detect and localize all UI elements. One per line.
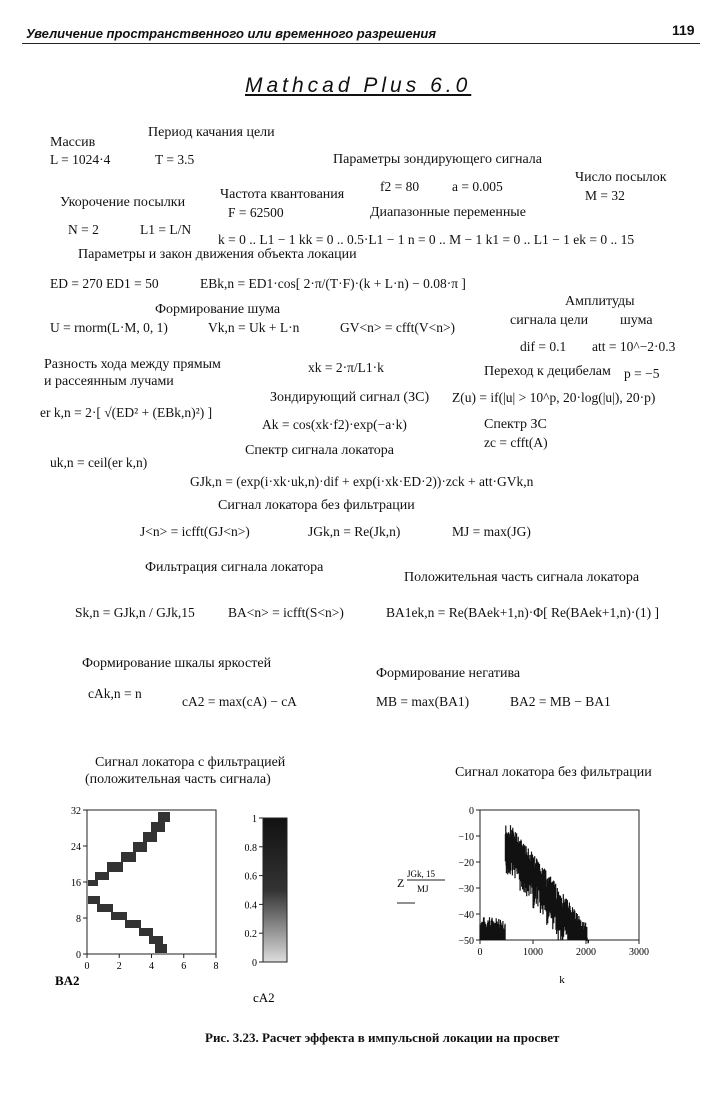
motion-label: Параметры и закон движения объекта локации (78, 247, 357, 262)
colorbar-tick-label: 0 (252, 958, 257, 969)
eb-formula: EBk,n = ED1·cos[ 2·π/(T·F)·(k + L·n) − 0.08·π ] (200, 276, 466, 291)
right-xtick-label: 0 (477, 947, 483, 958)
x-formula: xk = 2·π/L1·k (308, 360, 384, 375)
left-ytick-label: 32 (71, 806, 81, 817)
path-diff-label-1: Разность хода между прямым (44, 357, 221, 372)
spectrum-zc-label: Спектр ЗС (484, 417, 547, 432)
colorbar-tick-label: 0.2 (244, 929, 257, 941)
jg-formula: JGk,n = Re(Jk,n) (308, 524, 401, 539)
f2-formula: f2 = 80 (380, 179, 420, 194)
a-k-formula: Ak = cos(xk·f2)·exp(−a·k) (262, 417, 407, 432)
colorbar-plot (235, 800, 305, 1010)
right-xtick-label: 3000 (629, 947, 649, 958)
z-formula: Z(u) = if(|u| > 10^p, 20·log(|u|), 20·p) (452, 390, 656, 405)
zc-formula: zc = cfft(A) (484, 435, 548, 450)
brightness-label: Формирование шкалы яркостей (82, 656, 272, 671)
right-plot-title: Сигнал локатора без фильтрации (455, 765, 652, 780)
probe-signal-label: Зондирующий сигнал (ЗС) (270, 390, 430, 405)
figure-caption: Рис. 3.23. Расчет эффекта в импульсной локации на просвет (205, 1030, 560, 1045)
spectrum-label: Спектр сигнала локатора (245, 443, 395, 458)
left-xtick-label: 4 (149, 961, 154, 972)
j-formula: J<n> = icfft(GJ<n>) (140, 524, 250, 539)
gj-formula: GJk,n = (exp(i·xk·uk,n)·dif + exp(i·xk·ED·2))·zck + att·GVk,n (190, 474, 534, 489)
s-formula: Sk,n = GJk,n / GJk,15 (75, 605, 195, 620)
er-formula: er k,n = 2·[ √(ED² + (EBk,n)²) ] (40, 405, 213, 420)
right-ytick-label: −10 (458, 832, 474, 843)
left-xtick-label: 2 (116, 961, 122, 972)
ca2-formula: cA2 = max(cA) − cA (182, 694, 297, 709)
array-formula: L = 1024·4 (50, 152, 111, 167)
right-ytick-label: −40 (458, 910, 474, 921)
mb-formula: MB = max(BA1) (376, 694, 470, 709)
left-xtick-label: 0 (84, 961, 90, 972)
f-formula: F = 62500 (228, 205, 284, 220)
probe-params-label: Параметры зондирующего сигнала (333, 152, 543, 167)
range-vars-label: Диапазонные переменные (370, 205, 526, 220)
positive-part-label: Положительная часть сигнала локатора (404, 570, 640, 585)
left-image-plot (55, 800, 235, 1005)
pulse-count-label: Число посылок (575, 170, 667, 185)
left-plot-label: BA2 (55, 973, 80, 988)
left-ytick-label: 24 (71, 842, 81, 853)
running-title: Увеличение пространственного или временного разрешения (26, 26, 437, 41)
left-ytick-label: 16 (71, 878, 81, 889)
page-title: Mathcad Plus 6.0 (245, 74, 472, 97)
ba-formula: BA<n> = icfft(S<n>) (228, 605, 344, 620)
svg-text:JGk, 15: JGk, 15 (407, 869, 436, 879)
left-plot-title-1: Сигнал локатора с фильтрацией (95, 755, 286, 770)
svg-text:MJ: MJ (417, 884, 429, 894)
filtering-label: Фильтрация сигнала локатора (145, 560, 324, 575)
right-xlabel: k (559, 974, 565, 986)
mj-formula: MJ = max(JG) (452, 524, 531, 539)
colorbar-tick-label: 0.6 (244, 871, 257, 883)
range-formula: k = 0 .. L1 − 1 kk = 0 .. 0.5·L1 − 1 n = 0 .. M − 1 k1 = 0 .. L1 − 1 ek = 0 .. 15 (218, 232, 635, 247)
right-line-plot (395, 795, 695, 995)
left-ytick-label: 0 (76, 950, 81, 961)
negative-label: Формирование негатива (376, 666, 521, 681)
ed-formula: ED = 270 ED1 = 50 (50, 276, 159, 291)
no-filter-label: Сигнал локатора без фильтрации (218, 498, 415, 513)
page-number: 119 (672, 22, 695, 38)
left-xtick-label: 6 (181, 961, 187, 972)
period-label: Период качания цели (148, 125, 275, 140)
u-formula: U = rnorm(L·M, 0, 1) (50, 320, 168, 335)
shorten-label: Укорочение посылки (60, 195, 186, 210)
right-xtick-label: 1000 (523, 947, 543, 958)
path-diff-label-2: и рассеянным лучами (44, 374, 174, 389)
m-formula: M = 32 (585, 188, 625, 203)
right-ylabel (397, 869, 445, 903)
right-xtick-label: 2000 (576, 947, 596, 958)
right-ytick-label: 0 (469, 806, 474, 817)
svg-text:Z: Z (397, 876, 405, 890)
p-formula: p = −5 (624, 366, 660, 381)
v-formula: Vk,n = Uk + L·n (208, 320, 300, 335)
colorbar-label: cA2 (253, 990, 275, 1005)
colorbar-fill (263, 818, 287, 962)
right-ytick-label: −50 (458, 936, 474, 947)
period-formula: T = 3.5 (155, 152, 195, 167)
dif-formula: dif = 0.1 (520, 339, 567, 354)
sampling-label: Частота квантования (220, 187, 345, 202)
noise-label: Формирование шума (155, 302, 281, 317)
amplitudes-label: Амплитуды (565, 294, 635, 309)
left-xtick-label: 8 (213, 961, 219, 972)
db-label: Переход к децибелам (484, 364, 611, 379)
colorbar-tick-label: 0.8 (244, 842, 257, 854)
right-ytick-label: −30 (458, 884, 474, 895)
left-plot-title-2: (положительная часть сигнала) (85, 772, 271, 787)
uk-formula: uk,n = ceil(er k,n) (50, 455, 148, 470)
header-rule (22, 43, 700, 44)
gv-formula: GV<n> = cfft(V<n>) (340, 320, 456, 335)
colorbar-tick-label: 1 (252, 814, 257, 825)
colorbar-tick-label: 0.4 (244, 900, 257, 912)
target-amp-label: сигнала цели (510, 313, 589, 328)
ba1-formula: BA1ek,n = Re(BAek+1,n)·Φ[ Re(BAek+1,n)·(1) ] (386, 605, 660, 620)
a-formula: a = 0.005 (452, 179, 503, 194)
left-ytick-label: 8 (76, 914, 81, 925)
n-formula: N = 2 (68, 222, 99, 237)
ca-formula: cAk,n = n (88, 686, 142, 701)
ba2-formula: BA2 = MB − BA1 (510, 694, 611, 709)
array-label: Массив (50, 135, 96, 150)
l1-formula: L1 = L/N (140, 222, 192, 237)
right-ytick-label: −20 (458, 858, 474, 869)
att-formula: att = 10^−2·0.3 (592, 339, 676, 354)
noise-amp-label: шума (620, 313, 653, 328)
